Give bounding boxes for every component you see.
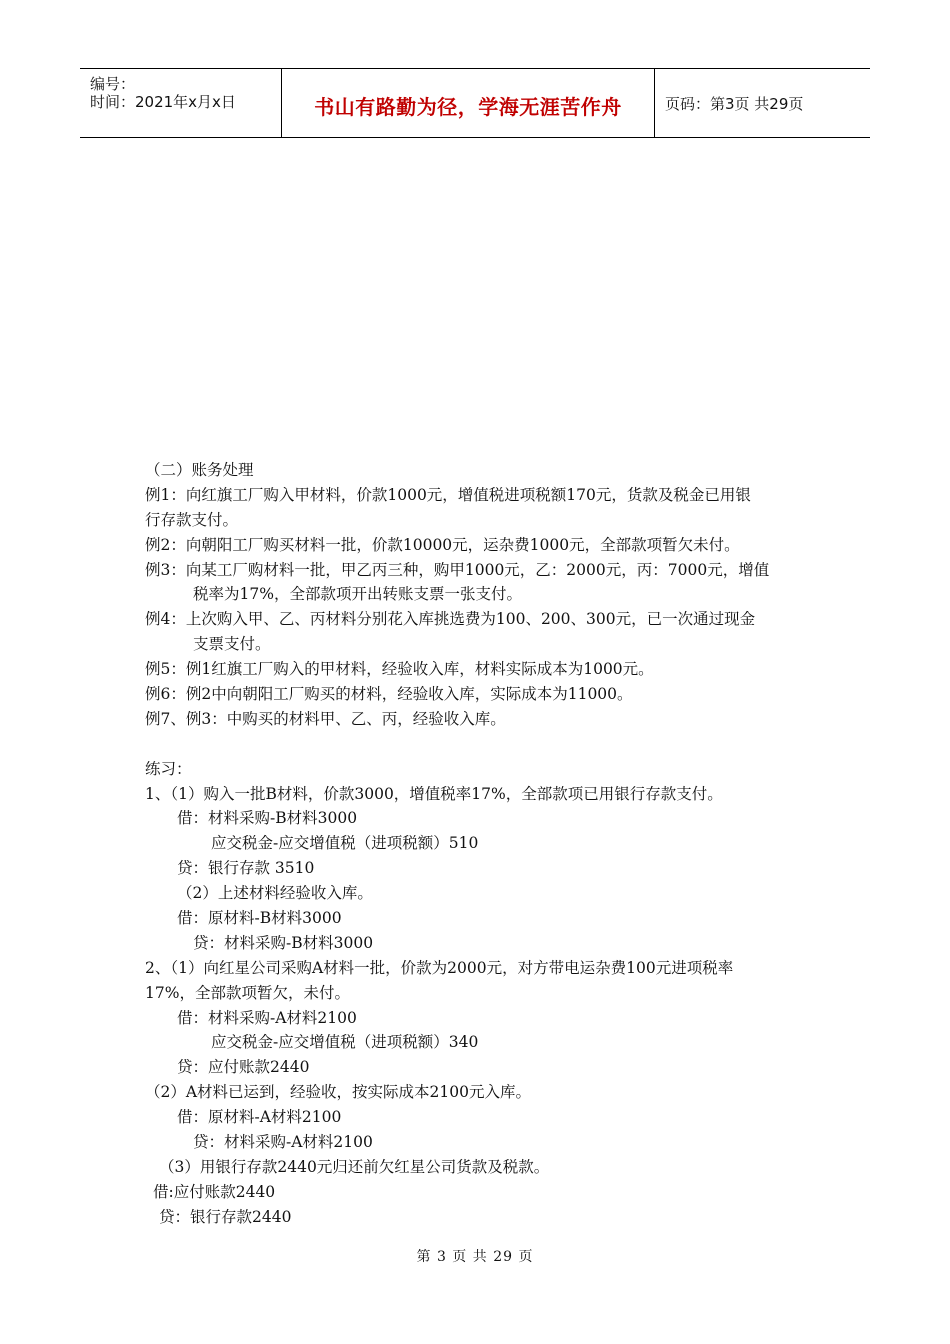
example-4-line-1: 例4：上次购入甲、乙、丙材料分别花入库挑选费为100、200、300元，已一次通过现金 xyxy=(145,610,756,629)
practice-title: 练习： xyxy=(145,759,192,778)
practice-1-line-1: 1、（1）购入一批B材料，价款3000，增值税率17%，全部款项已用银行存款支付。 xyxy=(145,784,723,803)
practice-1-credit-2: 贷：材料采购-B材料3000 xyxy=(193,933,374,952)
page-info: 页码：第3页 共29页 xyxy=(665,95,804,113)
practice-2-step-2: （2）A材料已运到，经验收，按实际成本2100元入库。 xyxy=(145,1083,532,1102)
example-2: 例2：向朝阳工厂购买材料一批，价款10000元，运杂费1000元，全部款项暂欠未付。 xyxy=(145,535,740,554)
practice-2-line-2: 17%，全部款项暂欠，未付。 xyxy=(145,983,350,1002)
example-5: 例5：例1红旗工厂购入的甲材料，经验收入库，材料实际成本为1000元。 xyxy=(145,660,654,679)
practice-2-debit-2: 借：原材料-A材料2100 xyxy=(177,1108,342,1127)
section-title: （二）账务处理 xyxy=(145,461,254,479)
practice-1-step-2: （2）上述材料经验收入库。 xyxy=(177,884,373,903)
example-3-line-2: 税率为17%，全部款项开出转账支票一张支付。 xyxy=(193,585,522,604)
document-body xyxy=(145,458,825,1230)
practice-2-credit-3: 贷：银行存款2440 xyxy=(159,1207,292,1226)
practice-2-debit: 借：材料采购-A材料2100 xyxy=(177,1008,357,1027)
blank-line xyxy=(145,732,825,757)
practice-1-debit-2: 借：原材料-B材料3000 xyxy=(177,909,342,928)
practice-2-line-1: 2、（1）向红星公司采购A材料一批，价款为2000元，对方带电运杂费100元进项税率 xyxy=(145,958,734,977)
practice-1-tax: 应交税金-应交增值税（进项税额）510 xyxy=(211,834,479,853)
practice-2-step-3: （3）用银行存款2440元归还前欠红星公司货款及税款。 xyxy=(159,1157,550,1176)
example-7: 例7、例3：中购买的材料甲、乙、丙，经验收入库。 xyxy=(145,709,506,728)
number-label: 编号： xyxy=(90,75,136,93)
practice-1-debit: 借：材料采购-B材料3000 xyxy=(177,809,358,828)
page-footer: 第 3 页 共 29 页 xyxy=(416,1249,534,1265)
header-table xyxy=(80,68,870,138)
header-right-cell xyxy=(655,69,870,137)
header-left-cell xyxy=(80,69,282,137)
time-label: 时间：2021年x月x日 xyxy=(90,93,236,111)
practice-1-credit: 贷：银行存款 3510 xyxy=(177,859,315,878)
practice-2-credit-2: 贷：材料采购-A材料2100 xyxy=(193,1133,373,1152)
header-middle-cell xyxy=(282,69,655,137)
example-4-line-2: 支票支付。 xyxy=(193,635,271,654)
example-3-line-1: 例3：向某工厂购材料一批，甲乙丙三种，购甲1000元，乙：2000元，丙：7000元，增值 xyxy=(145,560,770,579)
practice-2-tax: 应交税金-应交增值税（进项税额）340 xyxy=(211,1033,479,1052)
example-6: 例6：例2中向朝阳工厂购买的材料，经验收入库，实际成本为11000。 xyxy=(145,685,633,704)
motto: 书山有路勤为径，学海无涯苦作舟 xyxy=(314,95,622,119)
example-1-line-2: 行存款支付。 xyxy=(145,510,239,529)
example-1-line-1: 例1：向红旗工厂购入甲材料，价款1000元，增值税进项税额170元，货款及税金已用银 xyxy=(145,485,751,504)
practice-2-credit: 贷：应付账款2440 xyxy=(177,1058,310,1077)
practice-2-debit-3: 借:应付账款2440 xyxy=(153,1182,276,1201)
